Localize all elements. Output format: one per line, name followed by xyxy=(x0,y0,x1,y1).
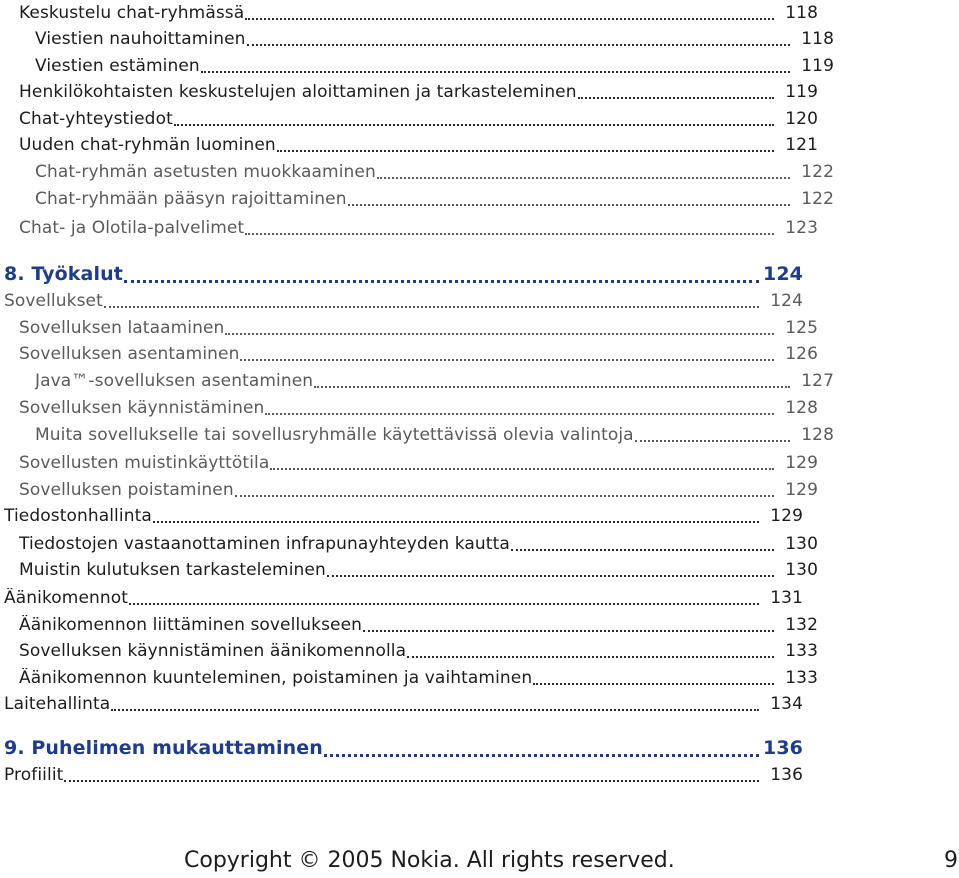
toc-entry-page: 133 xyxy=(785,641,818,661)
toc-entry-title: 8. Työkalut xyxy=(4,263,123,285)
toc-entry-title: Keskustelu chat-ryhmässä xyxy=(19,3,245,23)
toc-chapter-entry xyxy=(0,259,803,289)
toc-dot-leader xyxy=(245,233,774,235)
toc-entry-title: Sovellukset xyxy=(4,291,103,311)
toc-entry-page: 133 xyxy=(785,668,818,688)
toc-entry-title: Laitehallinta xyxy=(4,694,111,714)
toc-entry-page: 128 xyxy=(785,398,818,418)
toc-dot-leader xyxy=(153,521,759,523)
toc-dot-leader xyxy=(201,71,790,73)
toc-entry-title: Chat- ja Olotila-palvelimet xyxy=(19,218,245,238)
toc-dot-leader xyxy=(327,575,774,577)
toc-entry xyxy=(0,106,818,132)
toc-dot-leader xyxy=(247,44,790,46)
toc-entry-title: Sovellusten muistinkäyttötila xyxy=(19,453,270,473)
toc-entry-title: Chat-ryhmään pääsyn rajoittaminen xyxy=(35,189,347,209)
toc-entry-page: 124 xyxy=(770,291,803,311)
toc-entry-page: 134 xyxy=(770,694,803,714)
toc-entry-title: Muita sovellukselle tai sovellusryhmälle käytettävissä olevia valintoja xyxy=(35,425,634,445)
toc-entry-title: Äänikomennon kuunteleminen, poistaminen ja vaihtaminen xyxy=(19,668,533,688)
toc-dot-leader xyxy=(240,359,774,361)
toc-entry-title: Muistin kulutuksen tarkasteleminen xyxy=(19,560,326,580)
toc-entry-page: 129 xyxy=(785,480,818,500)
toc-entry-title: Sovelluksen lataaminen xyxy=(19,318,225,338)
toc-entry-page: 118 xyxy=(785,3,818,23)
toc-entry-page: 121 xyxy=(785,135,818,155)
footer-copyright: Copyright © 2005 Nokia. All rights reserved. xyxy=(184,848,675,873)
toc-entry xyxy=(0,477,818,503)
toc-entry xyxy=(0,450,818,476)
toc-entry-title: Chat-ryhmän asetusten muokkaaminen xyxy=(35,162,376,182)
toc-entry-title: Java™-sovelluksen asentaminen xyxy=(35,371,314,391)
toc-entry-page: 119 xyxy=(785,82,818,102)
toc-entry-page: 119 xyxy=(801,56,834,76)
toc-entry-title: Chat-yhteystiedot xyxy=(19,109,173,129)
toc-dot-leader xyxy=(377,177,790,179)
toc-entry-page: 128 xyxy=(801,425,834,445)
toc-entry-page: 130 xyxy=(785,534,818,554)
toc-entry-title: Sovelluksen käynnistäminen xyxy=(19,398,265,418)
toc-entry xyxy=(0,531,818,557)
toc-entry xyxy=(0,186,834,212)
toc-entry-page: 131 xyxy=(770,588,803,608)
toc-entry-page: 125 xyxy=(785,318,818,338)
toc-entry-page: 122 xyxy=(801,162,834,182)
toc-dot-leader xyxy=(265,413,774,415)
toc-dot-leader xyxy=(314,386,790,388)
toc-entry-page: 136 xyxy=(770,765,803,785)
toc-entry xyxy=(0,341,818,367)
toc-entry-page: 120 xyxy=(785,109,818,129)
toc-dot-leader xyxy=(511,549,774,551)
toc-entry-page: 130 xyxy=(785,560,818,580)
toc-entry xyxy=(0,215,818,241)
toc-dot-leader xyxy=(270,468,774,470)
toc-entry xyxy=(0,315,818,341)
toc-entry xyxy=(0,422,834,448)
toc-dot-leader xyxy=(324,754,759,757)
toc-entry-title: Viestien nauhoittaminen xyxy=(35,29,246,49)
toc-entry-title: 9. Puhelimen mukauttaminen xyxy=(4,737,323,759)
toc-dot-leader xyxy=(363,630,774,632)
toc-entry xyxy=(0,79,818,105)
toc-entry xyxy=(0,585,803,611)
toc-entry xyxy=(0,0,818,26)
toc-entry xyxy=(0,368,834,394)
toc-entry-title: Sovelluksen käynnistäminen äänikomennolla xyxy=(19,641,407,661)
toc-dot-leader xyxy=(64,780,759,782)
toc-entry xyxy=(0,612,818,638)
toc-entry-page: 123 xyxy=(785,218,818,238)
footer-page-number: 9 xyxy=(944,848,958,873)
toc-dot-leader xyxy=(635,440,790,442)
toc-entry xyxy=(0,557,818,583)
toc-entry xyxy=(0,665,818,691)
toc-entry xyxy=(0,503,803,529)
toc-chapter-entry xyxy=(0,733,803,763)
toc-entry-title: Uuden chat-ryhmän luominen xyxy=(19,135,276,155)
toc-entry xyxy=(0,762,803,788)
toc-entry-title: Profiilit xyxy=(4,765,64,785)
toc-entry-page: 127 xyxy=(801,371,834,391)
toc-entry xyxy=(0,395,818,421)
toc-entry-title: Viestien estäminen xyxy=(35,56,200,76)
toc-dot-leader xyxy=(277,150,774,152)
toc-entry-title: Äänikomennon liittäminen sovellukseen xyxy=(19,615,363,635)
toc-entry-page: 132 xyxy=(785,615,818,635)
toc-entry xyxy=(0,132,818,158)
toc-entry xyxy=(0,53,834,79)
toc-entry-page: 122 xyxy=(801,189,834,209)
toc-entry-title: Sovelluksen asentaminen xyxy=(19,344,240,364)
toc-dot-leader xyxy=(245,18,774,20)
toc-entry-page: 118 xyxy=(801,29,834,49)
toc-dot-leader xyxy=(129,603,759,605)
toc-entry-page: 124 xyxy=(763,263,803,285)
toc-entry xyxy=(0,26,834,52)
toc-entry-page: 136 xyxy=(763,737,803,759)
toc-entry-title: Tiedostojen vastaanottaminen infrapunayhteyden kautta xyxy=(19,534,510,554)
toc-entry-title: Tiedostonhallinta xyxy=(4,506,152,526)
toc-dot-leader xyxy=(533,683,774,685)
toc-entry-page: 129 xyxy=(785,453,818,473)
toc-dot-leader xyxy=(348,204,790,206)
toc-dot-leader xyxy=(407,656,774,658)
toc-entry-page: 126 xyxy=(785,344,818,364)
toc-dot-leader xyxy=(104,306,759,308)
toc-entry-title: Sovelluksen poistaminen xyxy=(19,480,234,500)
toc-entry xyxy=(0,691,803,717)
toc-entry xyxy=(0,159,834,185)
toc-dot-leader xyxy=(225,333,774,335)
toc-entry xyxy=(0,288,803,314)
toc-entry xyxy=(0,638,818,664)
toc-dot-leader xyxy=(174,124,774,126)
toc-entry-page: 129 xyxy=(770,506,803,526)
toc-entry-title: Äänikomennot xyxy=(4,588,129,608)
toc-dot-leader xyxy=(235,495,774,497)
toc-entry-title: Henkilökohtaisten keskustelujen aloittaminen ja tarkasteleminen xyxy=(19,82,577,102)
toc-dot-leader xyxy=(111,709,759,711)
toc-dot-leader xyxy=(124,280,759,283)
toc-dot-leader xyxy=(578,97,774,99)
